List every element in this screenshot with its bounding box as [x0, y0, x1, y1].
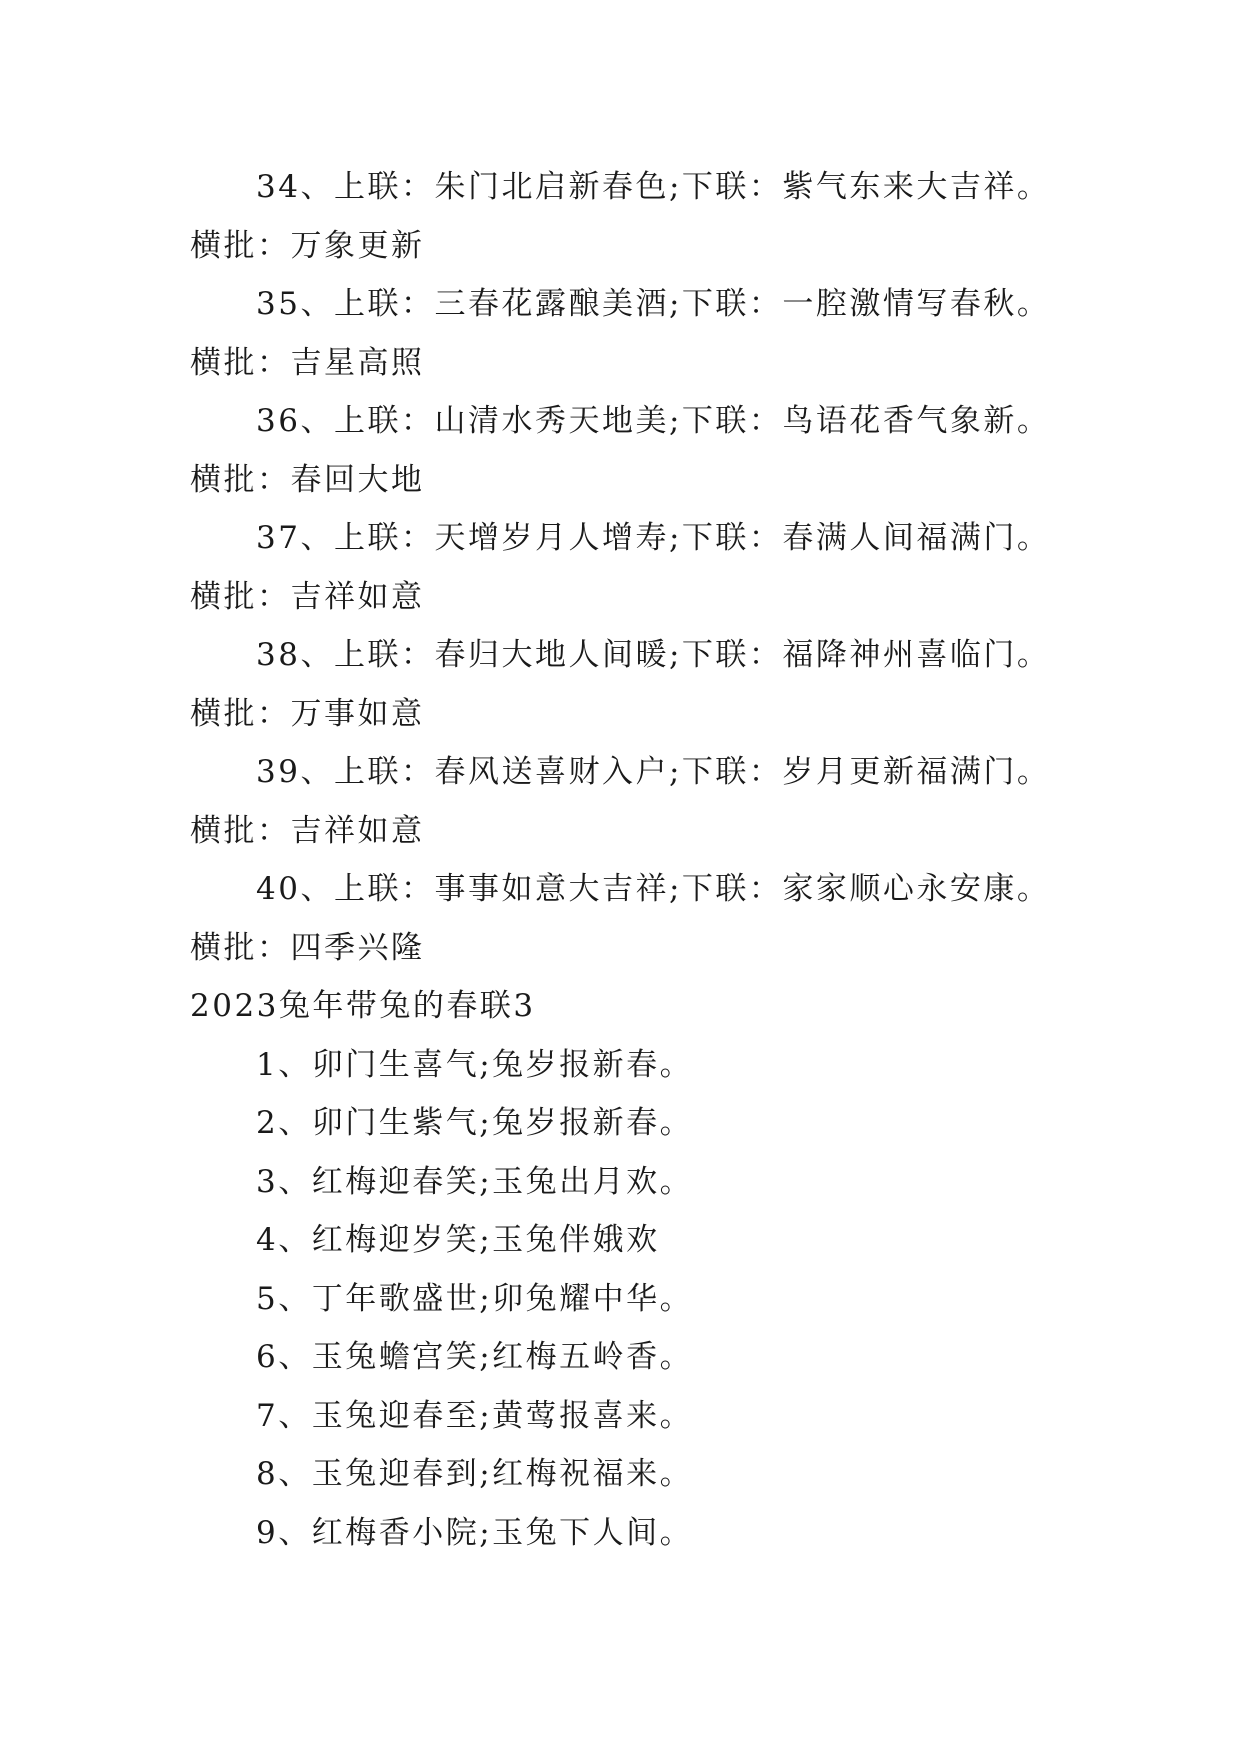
short-couplet-4: 4、红梅迎岁笑;玉兔伴娥欢	[256, 1222, 660, 1258]
banner-line-36: 横批：春回大地	[190, 461, 425, 498]
short-couplet-2: 2、卯门生紫气;兔岁报新春。	[256, 1105, 694, 1141]
couplet-line-37: 37、上联：天增岁月人增寿;下联：春满人间福满门。	[256, 520, 1051, 556]
short-couplet-1: 1、卯门生喜气;兔岁报新春。	[256, 1046, 694, 1083]
banner-line-38: 横批：万事如意	[190, 695, 425, 732]
banner-line-40: 横批：四季兴隆	[190, 929, 425, 966]
couplet-line-38: 38、上联：春归大地人间暖;下联：福降神州喜临门。	[256, 637, 1051, 673]
couplet-line-36: 36、上联：山清水秀天地美;下联：鸟语花香气象新。	[256, 403, 1051, 439]
couplet-line-34: 34、上联：朱门北启新春色;下联：紫气东来大吉祥。	[256, 169, 1051, 205]
short-couplet-9: 9、红梅香小院;玉兔下人间。	[256, 1514, 694, 1551]
short-couplet-5: 5、丁年歌盛世;卯兔耀中华。	[256, 1280, 694, 1317]
short-couplet-7: 7、玉兔迎春至;黄莺报喜来。	[256, 1397, 694, 1434]
short-couplet-6: 6、玉兔蟾宫笑;红梅五岭香。	[256, 1339, 694, 1375]
banner-line-37: 横批：吉祥如意	[190, 578, 425, 615]
couplet-line-39: 39、上联：春风送喜财入户;下联：岁月更新福满门。	[256, 754, 1051, 790]
document-body	[190, 158, 1060, 1562]
short-couplet-3: 3、红梅迎春笑;玉兔出月欢。	[256, 1163, 694, 1200]
banner-line-34: 横批：万象更新	[190, 227, 425, 264]
banner-line-39: 横批：吉祥如意	[190, 812, 425, 849]
section-heading: 2023兔年带兔的春联3	[190, 988, 536, 1024]
couplet-line-35: 35、上联：三春花露酿美酒;下联：一腔激情写春秋。	[256, 286, 1051, 322]
couplet-line-40: 40、上联：事事如意大吉祥;下联：家家顺心永安康。	[256, 871, 1051, 907]
short-couplet-8: 8、玉兔迎春到;红梅祝福来。	[256, 1456, 694, 1492]
banner-line-35: 横批：吉星高照	[190, 344, 425, 381]
